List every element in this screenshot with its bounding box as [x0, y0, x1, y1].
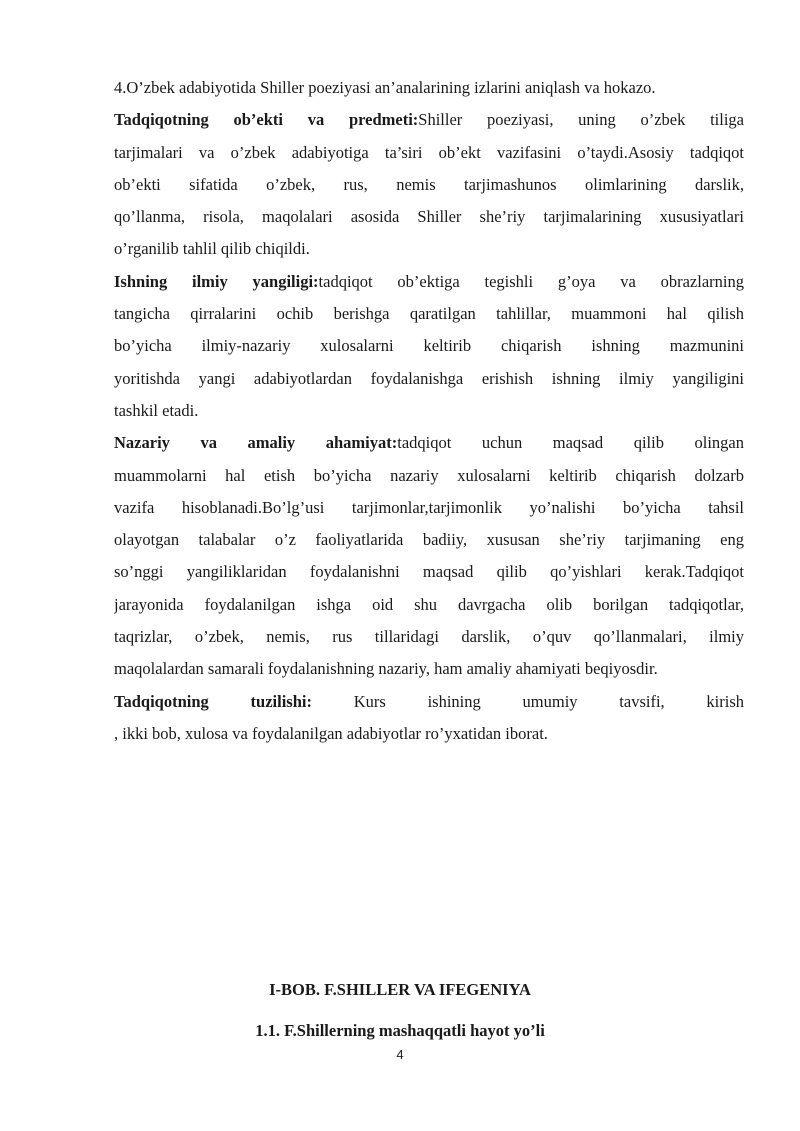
- text-line: [114, 556, 744, 588]
- text-line: [114, 653, 744, 685]
- bold-lead: Tadqiqotning tuzilishi:: [114, 691, 312, 711]
- text-line: [114, 524, 744, 556]
- text-line: [114, 427, 744, 459]
- line-text: jarayonida foydalanilgan ishga oid shu davrgacha olib borilgan tadqiqotlar,: [114, 594, 744, 614]
- text-line: [114, 460, 744, 492]
- line-text: tarjimalari va o’zbek adabiyotiga ta’siri ob’ekt vazifasini o’taydi.Asosiy tadqiqot: [114, 142, 744, 162]
- text-line: [114, 169, 744, 201]
- text-line: [114, 589, 744, 621]
- text-line: [114, 492, 744, 524]
- text-line: [114, 137, 744, 169]
- text-line: [114, 201, 744, 233]
- line-text: , ikki bob, xulosa va foydalanilgan adabiyotlar ro’yxatidan iborat.: [114, 723, 548, 743]
- line-text: Kurs ishining umumiy tavsifi, kirish: [311, 691, 744, 711]
- text-line: [114, 298, 744, 330]
- text-line: [114, 718, 744, 750]
- text-line: [114, 395, 744, 427]
- page-number: 4: [396, 1047, 404, 1062]
- line-text: muammolarni hal etish bo’yicha nazariy xulosalarni keltirib chiqarish dolzarb: [114, 465, 744, 485]
- line-text: tangicha qirralarini ochib berishga qaratilgan tahlillar, muammoni hal qilish: [114, 304, 744, 324]
- line-text: tadqiqot ob’ektiga tegishli g’oya va obrazlarning: [318, 271, 744, 291]
- bold-lead: Ishning ilmiy yangiligi:: [114, 271, 319, 291]
- line-text: o’rganilib tahlil qilib chiqildi.: [114, 239, 310, 259]
- body-text: [114, 72, 744, 750]
- line-text: Shiller poeziyasi, uning o’zbek tiliga: [418, 110, 744, 130]
- section-heading: 1.1. F.Shillerning mashaqqatli hayot yo’li: [255, 1021, 545, 1040]
- text-line: [114, 363, 744, 395]
- line-text: vazifa hisoblanadi.Bo’lg’usi tarjimonlar,tarjimonlik yo’nalishi bo’yicha tahsil: [114, 497, 744, 517]
- line-text: so’nggi yangiliklaridan foydalanishni maqsad qilib qo’yishlari kerak.Tadqiqot: [114, 562, 744, 582]
- text-line: [114, 330, 744, 362]
- line-text: yoritishda yangi adabiyotlardan foydalanishga erishish ishning ilmiy yangiligini: [114, 368, 744, 388]
- bold-lead: Nazariy va amaliy ahamiyat:: [114, 433, 398, 453]
- text-line: [114, 686, 744, 718]
- text-line: [114, 233, 744, 265]
- line-text: ob’ekti sifatida o’zbek, rus, nemis tarjimashunos olimlarining darslik,: [114, 174, 744, 194]
- line-text: maqolalardan samarali foydalanishning nazariy, ham amaliy ahamiyati beqiyosdir.: [114, 659, 658, 679]
- text-line: [114, 266, 744, 298]
- text-line: [114, 104, 744, 136]
- chapter-heading: I-BOB. F.SHILLER VA IFEGENIYA: [269, 980, 531, 999]
- line-text: bo’yicha ilmiy-nazariy xulosalarni keltirib chiqarish ishning mazmunini: [114, 336, 744, 356]
- line-text: taqrizlar, o’zbek, nemis, rus tillaridagi darslik, o’quv qo’llanmalari, ilmiy: [114, 627, 744, 647]
- text-line: [114, 621, 744, 653]
- line-text: 4.O’zbek adabiyotida Shiller poeziyasi an’analarining izlarini aniqlash va hokazo.: [114, 78, 656, 97]
- bold-lead: Tadqiqotning ob’ekti va predmeti:: [114, 110, 419, 130]
- line-text: olayotgan talabalar o’z faoliyatlarida badiiy, xususan she’riy tarjimaning eng: [114, 530, 744, 550]
- line-text: tadqiqot uchun maqsad qilib olingan: [397, 433, 744, 453]
- line-text: qo’llanma, risola, maqolalari asosida Shiller she’riy tarjimalarining xususiyatlari: [114, 207, 744, 227]
- text-line: [114, 72, 744, 104]
- line-text: tashkil etadi.: [114, 400, 199, 420]
